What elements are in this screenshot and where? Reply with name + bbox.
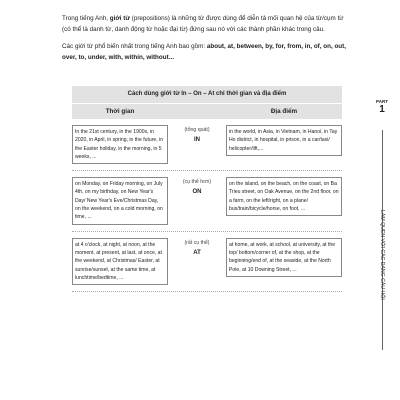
p1-text-after: (prepositions) là những từ được dùng để diễn tả mối quan hệ của từ/cụm từ (có thể là danh từ, danh động từ hoặc đại từ) đứng sau nó với các thành phần khác trong câu.: [62, 15, 344, 33]
header-spacer: [168, 104, 226, 119]
place-cell: at home, at work, at school, at university, at the top/ bottom/corner of, at the shop, at the beginning/end of, at the seaside, at the North Pole, at 10 Downing Street, ...: [226, 238, 342, 277]
header-place: Địa điểm: [270, 108, 298, 115]
place-cell: on the island, on the beach, on the coast, on Ba Trieu street, on Oak Avenue, on the 2nd floor, on a farm, on the left/right, on a plane/ bus/train/bicycle/horse, on foot, ...: [226, 177, 342, 216]
table-row: [72, 232, 342, 292]
preposition-label: IN: [194, 137, 200, 143]
place-cell: in the world, in Asia, in Vietnam, in Hanoi, in Tay Ho district, in hospital, in prison, in a car/taxi/ helicopter/lift,...: [226, 125, 342, 156]
part-number: 1: [379, 104, 385, 115]
preposition-cell: [168, 119, 226, 170]
part-label: PART: [376, 99, 388, 104]
p1-text: Trong tiếng Anh,: [62, 15, 110, 22]
p1-bold: giới từ: [109, 15, 130, 22]
time-cell: at 4 o'clock, at night, at noon, at the moment, at present, at last, at once, at the weekend, at Christmas/ Easter, at sunrise/sunset, at the same time, at lunchtime/bedtime, ...: [72, 238, 168, 285]
time-cell: on Monday, on Friday morning, on July 4th, on my birthday, on New Year's Day/ New Year's Eve/Christmas Day, on the weekend, on a cold morning, on time, ...: [72, 177, 168, 224]
intro-paragraph-2: [62, 42, 352, 63]
table-row: [72, 119, 342, 171]
table-title: Cách dùng giới từ In – On – At chỉ thời gian và địa điểm: [72, 86, 342, 103]
level-label: (rất cụ thể): [184, 239, 210, 246]
intro-text: [62, 14, 352, 68]
preposition-label: ON: [192, 189, 202, 196]
p2-bold: about, at, between, by, for, from, in, of, on, out, over, to, under, with, within, without...: [62, 43, 346, 61]
side-chapter: [375, 210, 389, 320]
level-label: (cụ thể hơn): [182, 179, 212, 186]
part-marker: [374, 99, 390, 115]
table-header: [72, 103, 342, 119]
chapter-title: LÀM QUEN VỚI CÁC DẠNG CÂU HỎI: [379, 210, 385, 300]
p2-text: Các giới từ phổ biến nhất trong tiếng Anh bao gồm:: [62, 43, 207, 51]
prepositions-table: [72, 86, 342, 292]
preposition-cell: [168, 232, 226, 291]
preposition-cell: [168, 171, 226, 230]
intro-paragraph-1: [62, 14, 352, 35]
table-row: [72, 171, 342, 231]
header-time: Thời gian: [105, 108, 135, 115]
level-label: (tổng quát): [184, 127, 210, 133]
preposition-label: AT: [193, 249, 201, 256]
time-cell: In the 21st century, in the 1900s, in 2020, in April, in spring, in the future, in the Easter holiday, in the morning, in 5 weeks, ...: [72, 125, 168, 164]
